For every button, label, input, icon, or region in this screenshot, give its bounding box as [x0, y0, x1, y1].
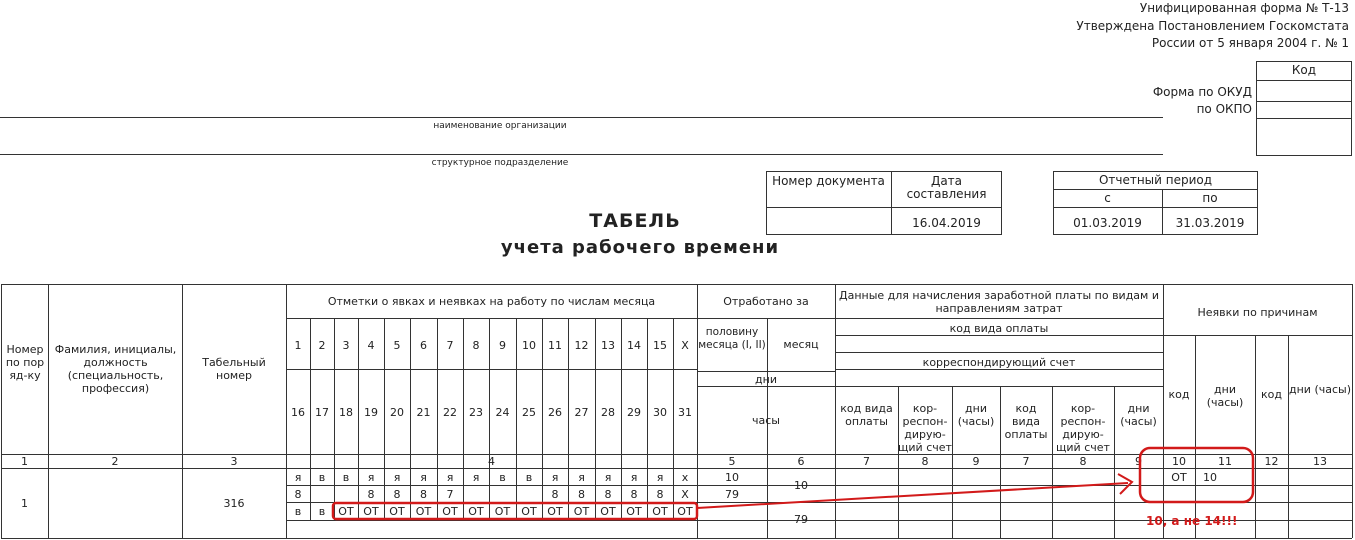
pay-subheader: кор-респон-дирую-щий счет [898, 402, 952, 454]
doc-subtitle: учета рабочего времени [500, 237, 780, 258]
day-mark: я [656, 471, 664, 484]
tab-number: 316 [223, 497, 245, 510]
day-mark: ОТ [442, 505, 458, 518]
col-hours-header: часы [752, 414, 780, 427]
day-number: 21 [416, 406, 431, 419]
month-days-value: 10 [794, 479, 808, 492]
day-mark: ОТ [677, 505, 693, 518]
day-number: 16 [291, 406, 305, 419]
pay-subheader: дни (часы) [957, 402, 995, 428]
day-number: 25 [522, 406, 536, 419]
day-mark: я [630, 471, 638, 484]
pay-subheader: кор-респон-дирую-щий счет [1056, 402, 1110, 454]
column-number: 13 [1313, 455, 1327, 468]
form-name: Унифицированная форма № Т-13 [1139, 1, 1349, 15]
absence-code-value: ОТ [1171, 471, 1187, 484]
pay-subheader: дни (часы) [1120, 402, 1157, 428]
col-days-header: дни [755, 373, 777, 386]
day-number: 31 [678, 406, 692, 419]
doc-title: ТАБЕЛЬ [589, 210, 681, 232]
annotation-arrow [697, 483, 1128, 508]
day-number: 19 [364, 406, 378, 419]
col-paycode-header: код вида оплаты [949, 322, 1049, 335]
day-number: 30 [653, 406, 667, 419]
okud-label: Форма по ОКУД [1152, 85, 1252, 99]
day-mark: в [294, 505, 302, 518]
period-from-label: с [1104, 191, 1111, 205]
col-pay-header: Данные для начисления заработной платы по видам и направлениям затрат [839, 289, 1159, 315]
day-hours: 8 [420, 488, 427, 501]
column-number: 3 [230, 455, 238, 468]
day-mark: ОТ [494, 505, 511, 518]
day-mark: я [472, 471, 480, 484]
day-hours: 8 [604, 488, 612, 501]
day-number: 26 [548, 406, 562, 419]
day-hours: 8 [630, 488, 638, 501]
day-number: 5 [393, 339, 401, 352]
column-number: 11 [1218, 455, 1232, 468]
col-num-header: Номер по поряд-ку [5, 343, 45, 382]
column-number: 6 [797, 455, 805, 468]
column-number: 4 [488, 455, 495, 468]
day-mark: ОТ [468, 505, 484, 518]
day-hours: 7 [446, 488, 454, 501]
day-mark: ОТ [338, 505, 354, 518]
day-mark: ОТ [521, 505, 537, 518]
okpo-label: по ОКПО [1196, 102, 1252, 116]
absence-subheader: код [1261, 388, 1282, 401]
day-mark: я [446, 471, 454, 484]
day-mark: я [393, 471, 401, 484]
day-mark: в [525, 471, 533, 484]
column-number: 7 [1022, 455, 1030, 468]
day-hours: 8 [367, 488, 375, 501]
col-name-header: Фамилия, инициалы, должность (специальность, профессия) [54, 343, 177, 395]
highlight-ot-marks [333, 503, 697, 519]
day-mark: я [578, 471, 585, 484]
period-to-label: по [1202, 191, 1218, 205]
day-number: 6 [420, 339, 427, 352]
day-number: 24 [495, 406, 510, 419]
day-number: 20 [390, 406, 404, 419]
day-number: 4 [367, 339, 375, 352]
day-mark: я [604, 471, 612, 484]
day-mark: ОТ [573, 505, 590, 518]
day-hours: 8 [578, 488, 585, 501]
day-mark: ОТ [363, 505, 379, 518]
day-mark: ОТ [652, 505, 668, 518]
col-worked-header: Отработано за [723, 295, 809, 308]
day-number: 2 [318, 339, 326, 352]
column-number: 9 [1135, 455, 1142, 468]
day-hours: 8 [551, 488, 559, 501]
pay-subheader: код вида оплаты [1004, 402, 1048, 441]
day-number: 3 [342, 339, 350, 352]
day-number: 1 [294, 339, 302, 352]
absence-subheader: дни (часы) [1289, 383, 1351, 396]
row-number: 1 [21, 497, 28, 510]
column-number: 5 [728, 455, 736, 468]
col-marks-header: Отметки о явках и неявках на работу по числам месяца [327, 295, 656, 308]
form-approval: Утверждена Постановлением Госкомстата [1076, 19, 1349, 33]
annotation-text: 10, а не 14!!! [1146, 514, 1238, 528]
doc-date-label: Дата составления [906, 174, 987, 201]
day-mark: в [342, 471, 350, 484]
period-label: Отчетный период [1098, 173, 1213, 187]
day-number: 18 [339, 406, 353, 419]
half-days-value: 10 [725, 471, 739, 484]
org-caption: наименование организации [433, 121, 567, 131]
day-mark: я [551, 471, 559, 484]
day-mark: х [681, 471, 689, 484]
day-number: 23 [469, 406, 483, 419]
day-hours: Х [681, 488, 689, 501]
day-number: 13 [601, 339, 615, 352]
column-number: 12 [1264, 455, 1279, 468]
day-number: 14 [627, 339, 641, 352]
column-number: 9 [972, 455, 980, 468]
day-number: 17 [315, 406, 329, 419]
day-number: Х [681, 339, 689, 352]
absence-days-value: 10 [1203, 471, 1217, 484]
period-from-value[interactable]: 01.03.2019 [1073, 216, 1142, 230]
day-number: 29 [627, 406, 641, 419]
day-mark: я [367, 471, 375, 484]
column-number: 2 [111, 455, 119, 468]
code-label: Код [1291, 63, 1317, 77]
day-hours: 8 [393, 488, 401, 501]
col-month-header: месяц [783, 338, 819, 351]
column-number: 8 [921, 455, 929, 468]
day-number: 7 [446, 339, 454, 352]
day-number: 15 [653, 339, 667, 352]
day-number: 12 [574, 339, 589, 352]
day-number: 9 [499, 339, 506, 352]
col-half-header: половину месяца (I, II) [698, 326, 766, 351]
day-mark: ОТ [389, 505, 405, 518]
doc-number-label: Номер документа [772, 174, 885, 188]
day-mark: в [318, 471, 326, 484]
day-mark: ОТ [547, 505, 563, 518]
day-mark: ОТ [600, 505, 616, 518]
absence-subheader: дни (часы) [1206, 383, 1244, 409]
day-hours: 8 [294, 488, 302, 501]
day-number: 8 [472, 339, 480, 352]
highlight-absence [1140, 448, 1253, 502]
pay-subheader: код вида оплаты [840, 402, 893, 428]
day-mark: ОТ [415, 505, 432, 518]
col-tab-header: Табельный номер [202, 356, 266, 382]
day-mark: в [499, 471, 506, 484]
column-number: 8 [1079, 455, 1087, 468]
doc-date-value[interactable]: 16.04.2019 [912, 216, 981, 230]
column-number: 7 [863, 455, 870, 468]
half-hours-value: 79 [725, 488, 739, 501]
column-number: 1 [21, 455, 28, 468]
col-absence-header: Неявки по причинам [1197, 306, 1318, 319]
column-number: 10 [1172, 455, 1186, 468]
day-mark: в [318, 505, 326, 518]
col-corr-header: корреспондирующий счет [922, 356, 1076, 369]
day-mark: ОТ [626, 505, 642, 518]
period-to-value[interactable]: 31.03.2019 [1175, 216, 1245, 230]
form-approval-date: России от 5 января 2004 г. № 1 [1151, 36, 1349, 50]
month-hours-value: 79 [794, 513, 808, 526]
day-number: 22 [443, 406, 457, 419]
dept-caption: структурное подразделение [431, 158, 569, 168]
day-number: 27 [574, 406, 589, 419]
day-number: 10 [522, 339, 536, 352]
day-number: 11 [548, 339, 562, 352]
day-mark: я [420, 471, 427, 484]
absence-subheader: код [1168, 388, 1190, 401]
day-hours: 8 [656, 488, 664, 501]
day-mark: я [294, 471, 302, 484]
day-number: 28 [601, 406, 615, 419]
